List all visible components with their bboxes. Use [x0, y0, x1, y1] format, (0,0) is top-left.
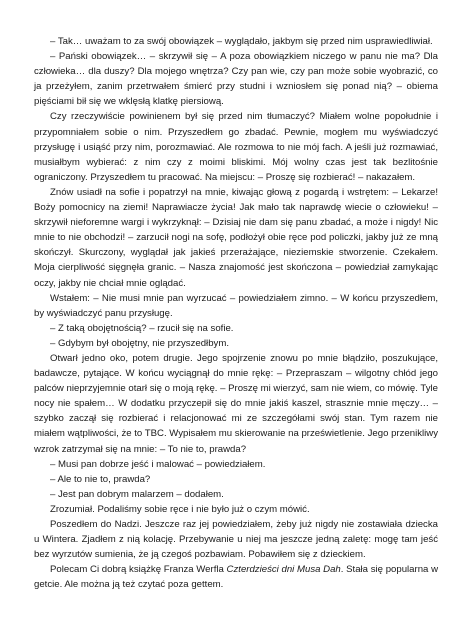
paragraph: Otwarł jedno oko, potem drugie. Jego spojrzenie znowu po mnie błądziło, poszukujące, badawcze, pytające. W końcu wyciągnął do mnie rękę: – Przepraszam – wilgotny chłód jego palców nieprzyjemnie otarł się o moją rękę. – Proszę mi wierzyć, sam nie wiem, co mówię. Tyle nocy nie spałem… W dodatku przyczepił się do mnie jakiś kaszel, strasznie mnie męczy… – szybko zaczął się rozbierać i relacjonować mi ze szczegółami swój stan. Tym razem nie miałem wątpliwości, że to TBC. Wypisałem mu skierowanie na prześwietlenie. Jego przenikliwy wzrok zatrzymał się na mnie: – To nie to, prawda? [34, 352, 438, 455]
paragraph: – Musi pan dobrze jeść i malować – powiedziałem. [50, 458, 266, 470]
book-title: Czterdzieści dni Musa Dah [226, 564, 341, 576]
final-paragraph [34, 562, 438, 592]
paragraph: – Pański obowiązek… – skrzywił się – A poza obowiązkiem niczego w panu nie ma? Dla człowieka… dla duszy? Dla mojego wnętrza? Czy pan wie, czy pan może sobie wyobrazić, co ja przeżyłem, zanim przetrwałem śmierć przy studni i wzniosłem się ponad nią? – obiema pięściami bił się we wklęsłą klatkę piersiową. [34, 51, 438, 108]
paragraph: – Gdybym był obojętny, nie przyszedłbym. [50, 337, 229, 349]
paragraph: – Z taką obojętnością? – rzucił się na sofie. [50, 322, 234, 334]
paragraph: – Jest pan dobrym malarzem – dodałem. [50, 488, 224, 500]
document-page [34, 34, 438, 592]
final-paragraph-before: Polecam Ci dobrą książkę Franza Werfla [50, 564, 227, 576]
paragraph: Wstałem: – Nie musi mnie pan wyrzucać – powiedziałem zimno. – W końcu przyszedłem, by wyświadczyć panu przysługę. [34, 292, 438, 319]
paragraph: – Ale to nie to, prawda? [50, 473, 151, 485]
paragraph: – Tak… uważam to za swój obowiązek – wyglądało, jakbym się przed nim usprawiedliwiał. [50, 36, 433, 47]
paragraph: Znów usiadł na sofie i popatrzył na mnie, kiwając głową z pogardą i wstrętem: – Lekarze! Boży pomocnicy na ziemi! Naprawiacze życia! Jak mało tak naprawdę wiecie o człowieku! – skrzywił nieforemne wargi i wykrzyknął: – Dzisiaj nie dam się panu zbadać, a może i nigdy! Nic mnie to nie obchodzi! – zarzucił nogi na sofę, podłożył obie ręce pod policzki, jakby już ze mną skończył. Skurczony, wyglądał jak jakieś przerażające, nieziemskie stworzenie. Czekałem. Moja cierpliwość sięgnęła granic. – Nasza znajomość jest skończona – powiedział zamykając oczy, jakby nie chciał mnie oglądać. [34, 186, 438, 289]
paragraph: Poszedłem do Nadzi. Jeszcze raz jej powiedziałem, żeby już nigdy nie zostawiała dziecka u Wintera. Zjadłem z nią kolację. Przebywanie u niej ma jeszcze jedną zaletę: mogę tam jeść bez wyrzutów sumienia, że ją czegoś pozbawiam. Pobawiłem się z dzieckiem. [34, 519, 438, 561]
paragraph: Zrozumiał. Podaliśmy sobie ręce i nie było już o czym mówić. [50, 503, 310, 515]
final-paragraph-after: . Stała się popularna w getcie. Ale można ją też czytać poza gettem. [34, 564, 439, 591]
paragraph: Czy rzeczywiście powinienem był się przed nim tłumaczyć? Miałem wolne popołudnie i przypomniałem sobie o nim. Przyszedłem go zbadać. Pewnie, mogłem mu wyświadczyć przysługę i usiąść przy nim, porozmawiać. Ale rozmowa to nie mój fach. A jeśli już rozmawiać, musiałbym wybierać: z nim czy z moimi bliskimi. Mój wolny czas jest tak bezlitośnie ograniczony. Przyszedłem tu pracować. Na miejscu: – Proszę się rozbierać! – nakazałem. [34, 111, 438, 183]
